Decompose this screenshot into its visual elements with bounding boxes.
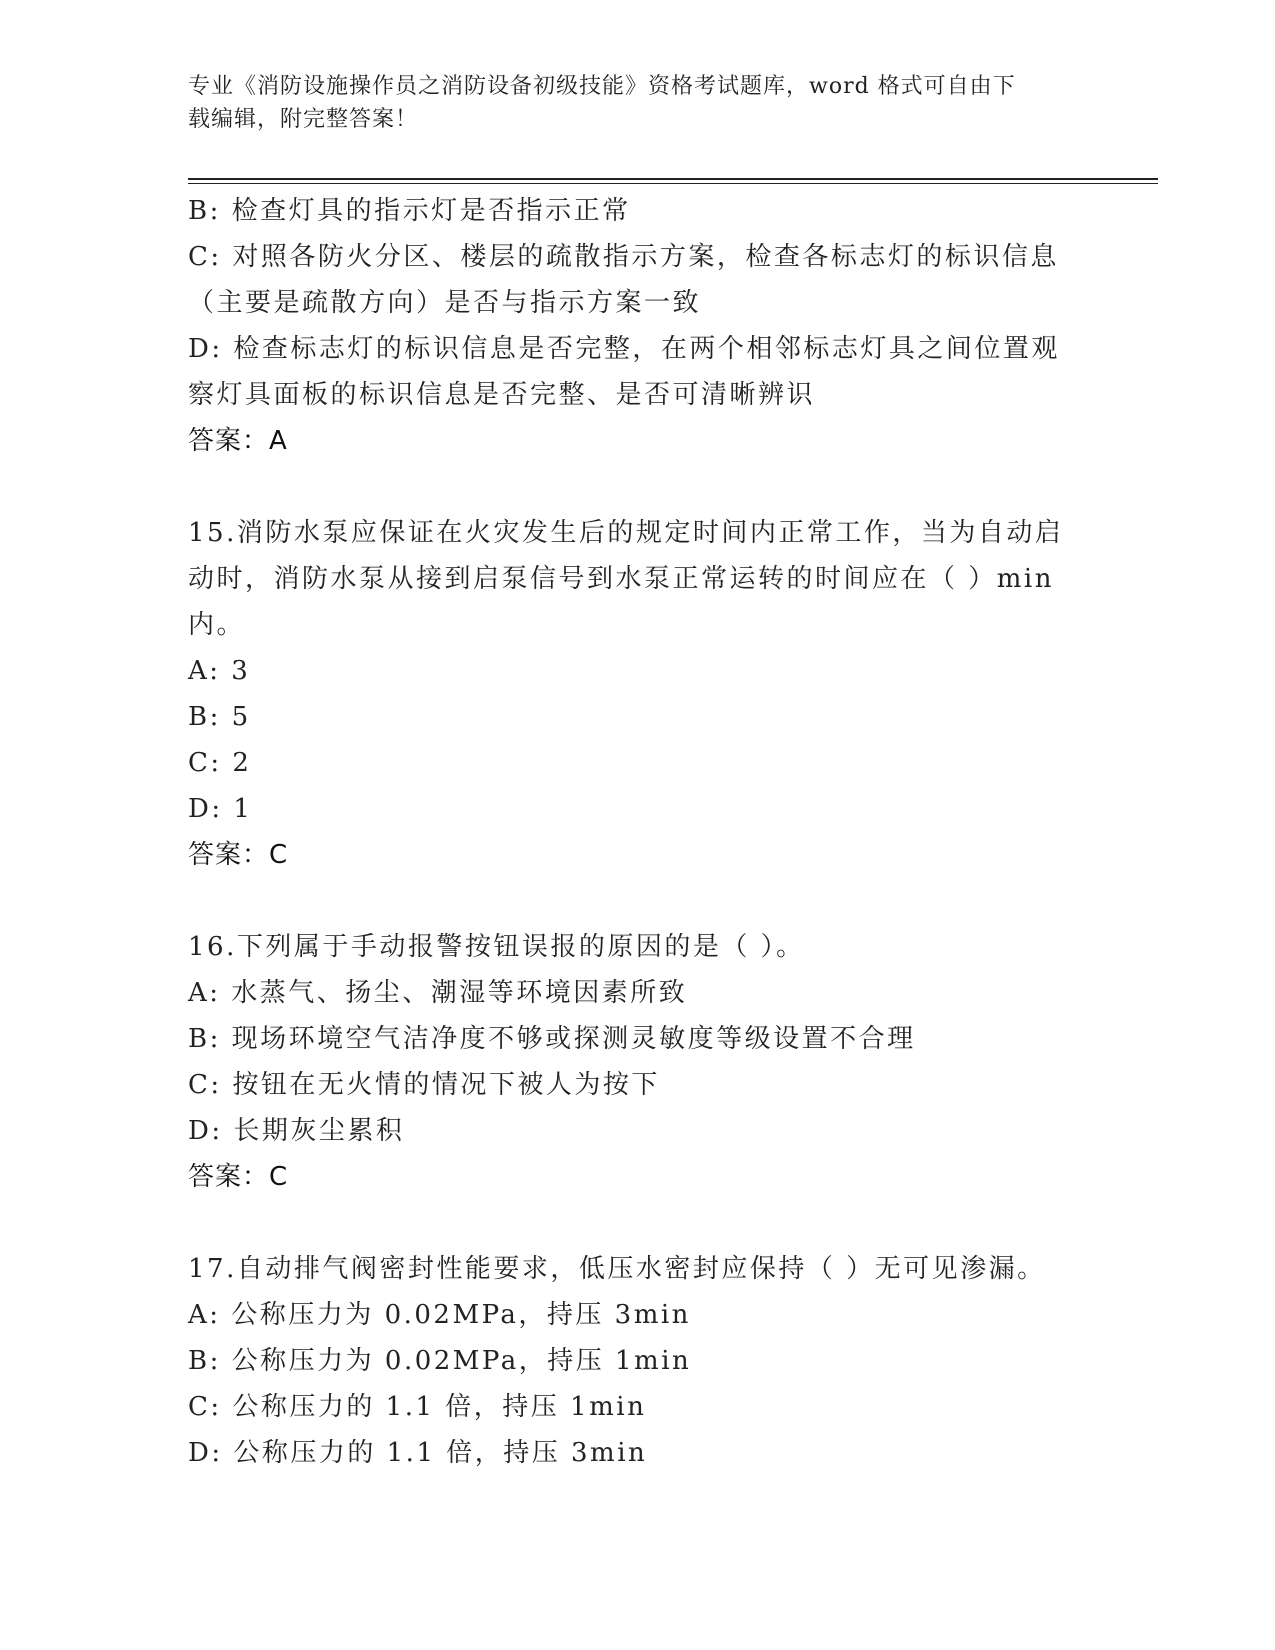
question-15-block — [188, 510, 1088, 878]
spacer — [188, 878, 1088, 924]
spacer — [188, 464, 1088, 510]
option-a: A: 水蒸气、扬尘、潮湿等环境因素所致 — [188, 978, 688, 1008]
option-b: B: 现场环境空气洁净度不够或探测灵敏度等级设置不合理 — [188, 1024, 916, 1054]
option-c: C: 2 — [188, 748, 252, 778]
document-header — [188, 70, 1068, 136]
spacer — [188, 1200, 1088, 1246]
option-c: C: 公称压力的 1.1 倍，持压 1min — [188, 1392, 647, 1422]
question-stem-line-2: 动时，消防水泵从接到启泵信号到水泵正常运转的时间应在（ ）min — [188, 564, 1054, 594]
option-c: C: 按钮在无火情的情况下被人为按下 — [188, 1070, 660, 1100]
option-a: A: 3 — [188, 656, 251, 686]
question-stem: 17.自动排气阀密封性能要求，低压水密封应保持（ ）无可见渗漏。 — [188, 1254, 1046, 1284]
option-b: B: 检查灯具的指示灯是否指示正常 — [188, 196, 631, 226]
option-a: A: 公称压力为 0.02MPa，持压 3min — [188, 1300, 691, 1330]
option-d: D: 1 — [188, 794, 253, 824]
question-stem: 16.下列属于手动报警按钮误报的原因的是（ ）。 — [188, 932, 805, 962]
question-16-block — [188, 924, 1088, 1200]
option-d: D: 长期灰尘累积 — [188, 1116, 405, 1146]
header-divider-thin — [188, 183, 1158, 184]
question-17-block — [188, 1246, 1088, 1476]
header-line-1: 专业《消防设施操作员之消防设备初级技能》资格考试题库，word 格式可自由下 — [188, 74, 1016, 99]
question-stem-line-3: 内。 — [188, 610, 246, 640]
option-d-line-2: 察灯具面板的标识信息是否完整、是否可清晰辨识 — [188, 380, 816, 410]
option-b: B: 5 — [188, 702, 251, 732]
option-b: B: 公称压力为 0.02MPa，持压 1min — [188, 1346, 692, 1376]
option-d-line-1: D: 检查标志灯的标识信息是否完整，在两个相邻标志灯具之间位置观 — [188, 334, 1060, 364]
option-c-line-1: C: 对照各防火分区、楼层的疏散指示方案，检查各标志灯的标识信息 — [188, 242, 1059, 272]
header-divider-thick — [188, 178, 1158, 180]
answer-label: 答案：C — [188, 1162, 289, 1192]
question-stem-line-1: 15.消防水泵应保证在火灾发生后的规定时间内正常工作，当为自动启 — [188, 518, 1064, 548]
option-d: D: 公称压力的 1.1 倍，持压 3min — [188, 1438, 648, 1468]
question-content — [188, 188, 1088, 1476]
header-line-2: 载编辑，附完整答案！ — [188, 107, 419, 132]
answer-label: 答案：C — [188, 840, 289, 870]
option-c-line-2: （主要是疏散方向）是否与指示方案一致 — [188, 288, 702, 318]
question-14-block — [188, 188, 1088, 464]
answer-label: 答案：A — [188, 426, 288, 456]
